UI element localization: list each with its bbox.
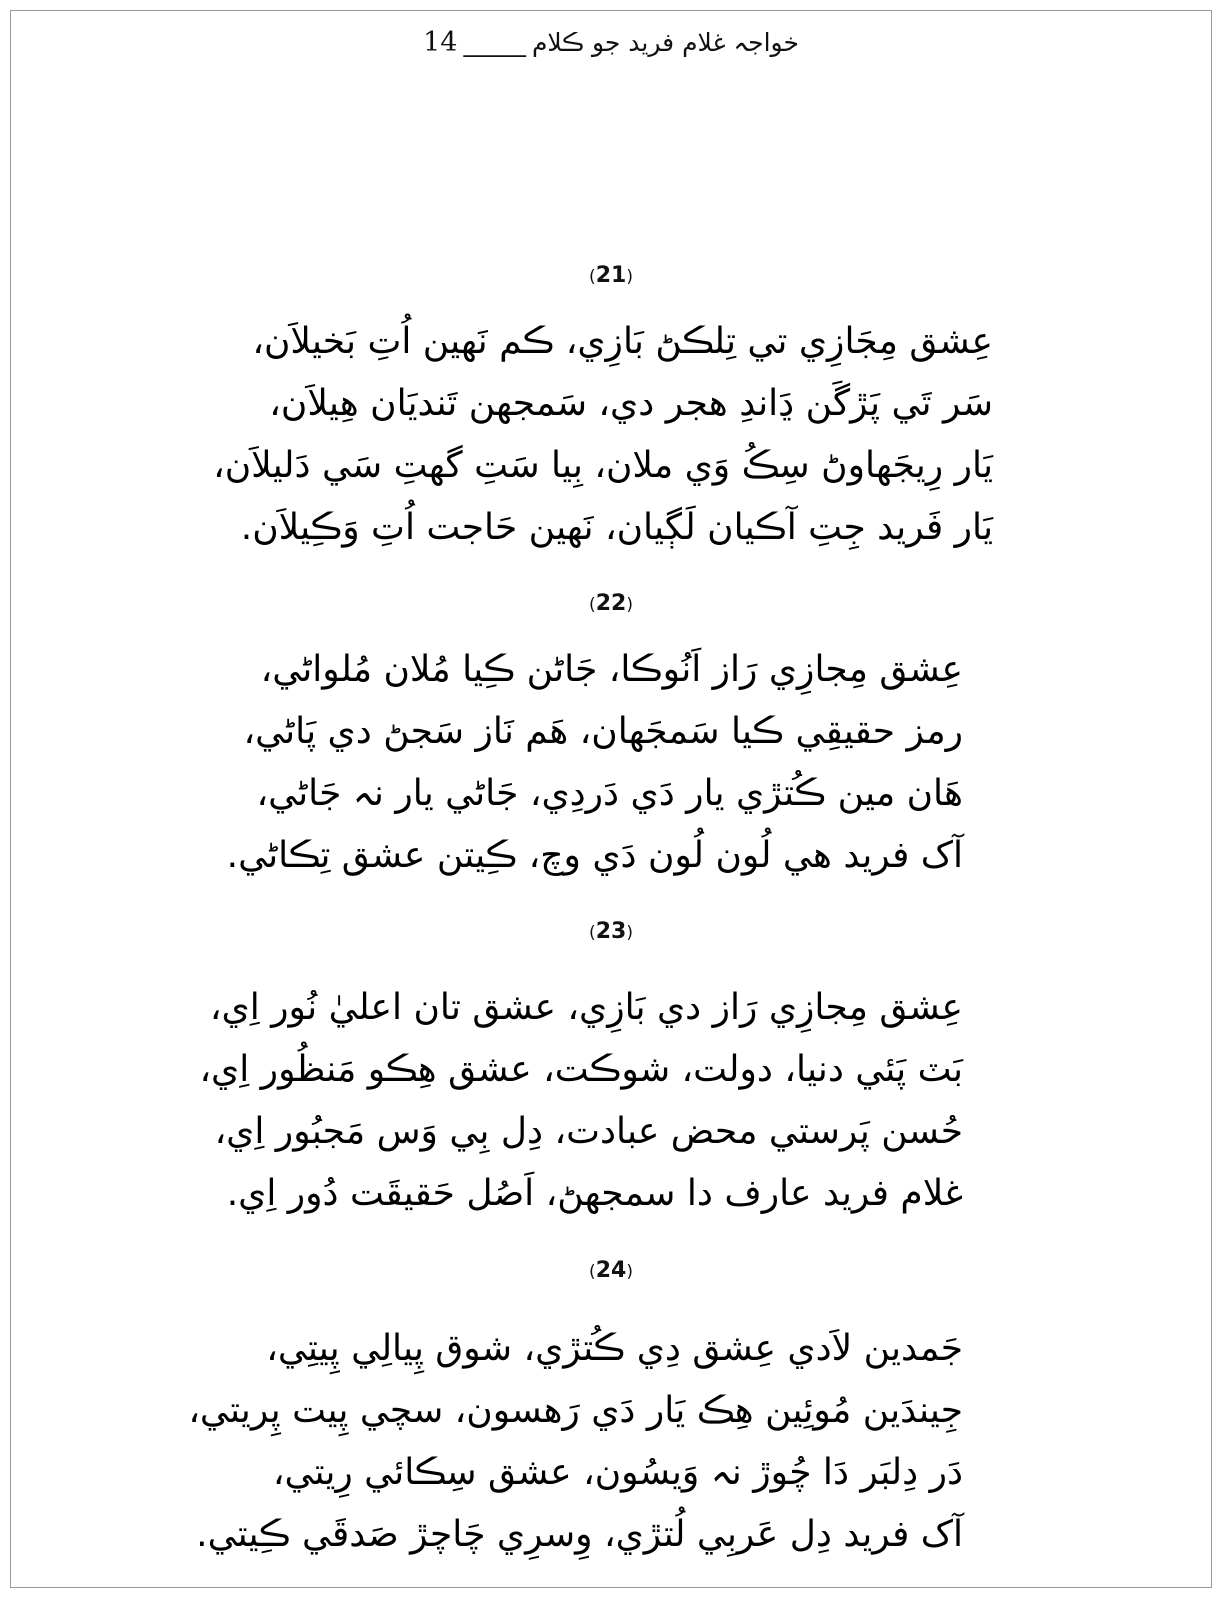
poem-22 (11, 589, 1211, 887)
verse-line: آک فريد دِل عَربِي لُتڙي، وِسرِي چَاچڙ صَدقَي ڪِيتي. (196, 1514, 963, 1555)
verse-line: عِشق مِجازِي رَاز اَنُوڪا، جَاڻن ڪِيا مُلان مُلواڻي، (260, 649, 963, 690)
header-title: خواجہ غلام فرید جو ڪلام (531, 28, 799, 57)
verse-line: يَار فَريد جِتِ آڪيان لَڳيان، نَهين حَاجت اُتِ وَڪِيلاَن. (240, 507, 993, 548)
verse-line: بَٽ پَئي دنيا، دولت، شوڪت، عشق هِڪو مَنظُور اِي، (199, 1049, 963, 1090)
poem-number: (24) (589, 1258, 633, 1283)
poem-number: (23) (589, 919, 633, 944)
poem-lines (11, 977, 1211, 1225)
verse-line: دَر دِلبَر دَا چُوڙ نہ وَيسُون، عشق سِڪائي رِيتي، (272, 1452, 963, 1493)
poem-number: (22) (589, 591, 633, 616)
verse-line: آک فريد هي لُون لُون دَي وچ، ڪِيتن عشق تِڪاڻي. (226, 835, 963, 876)
poem-24 (11, 1256, 1211, 1566)
poem-number: (21) (589, 263, 633, 288)
verse-line: غلام فريد عارف دا سمجهڻ، اَصُل حَقيقَت دُور اِي. (226, 1173, 963, 1214)
verse-line: هَان مين ڪُتڙي يار دَي دَردِي، جَاڻي يار نہ جَاڻي، (256, 773, 963, 814)
poem-lines (11, 639, 1211, 887)
poem-21 (11, 261, 1211, 559)
verse-line: يَار رِيجَهاوڻ سِڪُ وَي ملان، بِيا سَتِ گهتِ سَي دَليلاَن، (213, 445, 993, 486)
poem-lines (11, 1318, 1211, 1566)
poem-number-value: 23 (595, 919, 627, 944)
verse-line: رمز حقيقِي ڪيا سَمجَهان، هَم نَاز سَجڻ دي پَاڻي، (243, 711, 963, 752)
page-number: 14 (423, 27, 458, 58)
poem-number-value: 21 (595, 263, 627, 288)
poem-23 (11, 917, 1211, 1225)
header-dashes: _____ (463, 28, 526, 57)
running-header (11, 27, 1211, 58)
verse-line: حُسن پَرستي محض عبادت، دِل بِي وَس مَجبُور اِي، (214, 1111, 963, 1152)
document-page (10, 10, 1212, 1588)
verse-line: جَمدين لاَدي عِشق دِي ڪُتڙي، شوق پِيالِي پِيتِي، (266, 1328, 963, 1369)
verse-line: سَر تَي پَڙگَن ڍَاندِ هجر دي، سَمجهن تَنديَان هِيلاَن، (269, 383, 993, 424)
verse-line: جِيندَين مُوئِين هِڪ يَار دَي رَهسون، سچي پِيت پِريتي، (188, 1390, 963, 1431)
poem-number-value: 24 (595, 1258, 627, 1283)
verse-line: عِشق مِجازِي رَاز دي بَازِي، عشق تان اعليٰ نُور اِي، (209, 987, 963, 1028)
poem-lines (11, 311, 1211, 559)
poem-number-value: 22 (595, 591, 627, 616)
verse-line: عِشق مِجَازِي تي تِلڪڻ بَازِي، ڪم نَهين اُتِ بَخيلاَن، (252, 321, 993, 362)
